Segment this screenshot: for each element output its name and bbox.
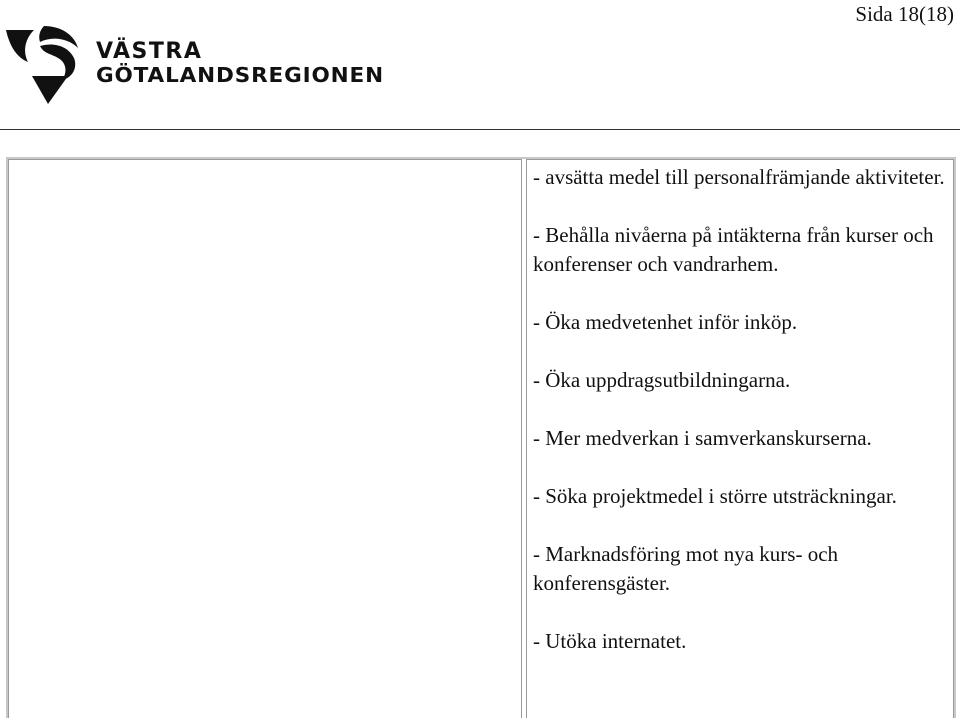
list-item: - Öka uppdragsutbildningarna. <box>533 368 791 392</box>
list-item: - Utöka internatet. <box>533 629 687 653</box>
page-number: Sida 18(18) <box>855 2 954 26</box>
table-cell-left-empty <box>8 159 522 718</box>
list-item: - avsätta medel till personalfrämjande aktiviteter. <box>533 165 945 189</box>
logo-emblem-icon <box>4 24 389 108</box>
list-item: - Mer medverkan i samverkanskurserna. <box>533 426 872 450</box>
content-table <box>6 157 956 718</box>
logo-line-1: VÄSTRA <box>96 39 203 64</box>
list-item: - Behålla nivåerna på intäkterna från kurser och konferenser och vandrarhem. <box>533 223 934 276</box>
logo-line-2: GÖTALANDSREGIONEN <box>96 63 384 87</box>
vastra-gotalandsregionen-logo <box>4 24 389 108</box>
list-item: - Söka projektmedel i större utsträckningar. <box>533 484 897 508</box>
header-divider <box>0 129 960 130</box>
table-cell-right <box>526 159 954 718</box>
list-item: - Marknadsföring mot nya kurs- och konferensgäster. <box>533 542 839 595</box>
list-item: - Öka medvetenhet inför inköp. <box>533 310 798 334</box>
